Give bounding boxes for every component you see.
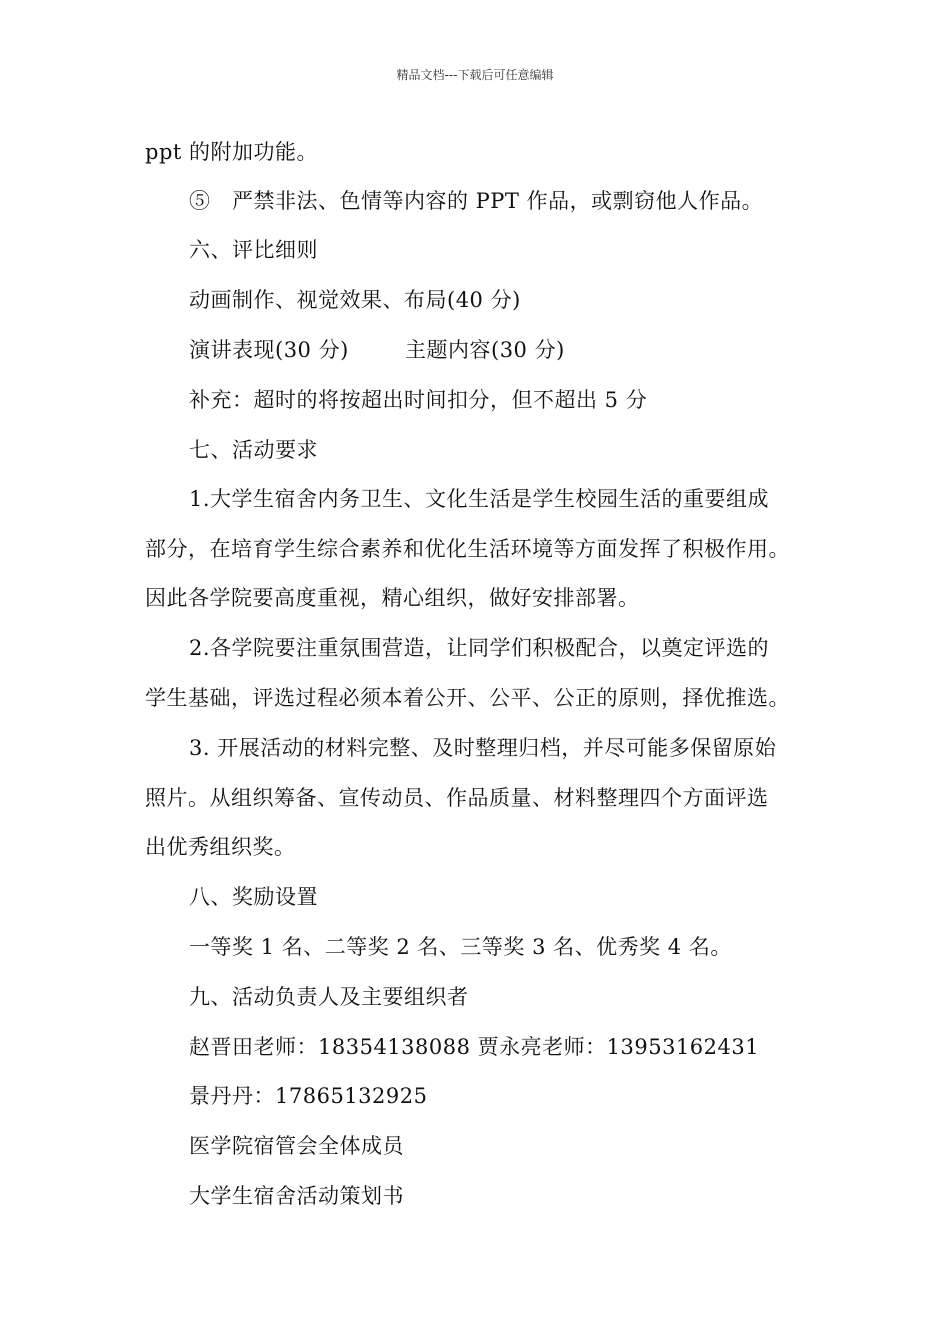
paragraph-line: 照片。从组织筹备、宣传动员、作品质量、材料整理四个方面评选	[145, 786, 769, 810]
criteria-presentation: 演讲表现(30 分)	[189, 338, 349, 362]
rule-item-5: ⑤ 严禁非法、色情等内容的 PPT 作品，或剽窃他人作品。	[189, 189, 764, 213]
criteria-topic: 主题内容(30 分)	[405, 338, 565, 362]
paragraph-line: ppt 的附加功能。	[145, 140, 318, 164]
paragraph-line: 3. 开展活动的材料完整、及时整理归档，并尽可能多保留原始	[189, 736, 777, 760]
paragraph-line: 1.大学生宿舍内务卫生、文化生活是学生校园生活的重要组成	[189, 487, 770, 511]
document-title-line: 大学生宿舍活动策划书	[189, 1184, 404, 1208]
section-heading-8: 八、奖励设置	[189, 885, 318, 909]
awards-line: 一等奖 1 名、二等奖 2 名、三等奖 3 名、优秀奖 4 名。	[189, 935, 732, 959]
supplement-line: 补充：超时的将按超出时间扣分，但不超出 5 分	[189, 388, 648, 412]
criteria-line: 动画制作、视觉效果、布局(40 分)	[189, 288, 521, 312]
paragraph-line: 部分，在培育学生综合素养和优化生活环境等方面发挥了积极作用。	[145, 537, 790, 561]
paragraph-line: 学生基础，评选过程必须本着公开、公平、公正的原则，择优推选。	[145, 686, 790, 710]
paragraph-line: 因此各学院要高度重视，精心组织，做好安排部署。	[145, 586, 640, 610]
section-heading-9: 九、活动负责人及主要组织者	[189, 985, 469, 1009]
paragraph-line: 出优秀组织奖。	[145, 835, 296, 859]
section-heading-7: 七、活动要求	[189, 438, 318, 462]
organizer-line: 医学院宿管会全体成员	[189, 1134, 404, 1158]
contact-student: 景丹丹：17865132925	[189, 1084, 428, 1108]
contact-teachers: 赵晋田老师：18354138088 贾永亮老师：13953162431	[189, 1035, 760, 1059]
page-header: 精品文档---下载后可任意编辑	[396, 68, 554, 82]
section-heading-6: 六、评比细则	[189, 238, 318, 262]
paragraph-line: 2.各学院要注重氛围营造，让同学们积极配合，以奠定评选的	[189, 636, 770, 660]
